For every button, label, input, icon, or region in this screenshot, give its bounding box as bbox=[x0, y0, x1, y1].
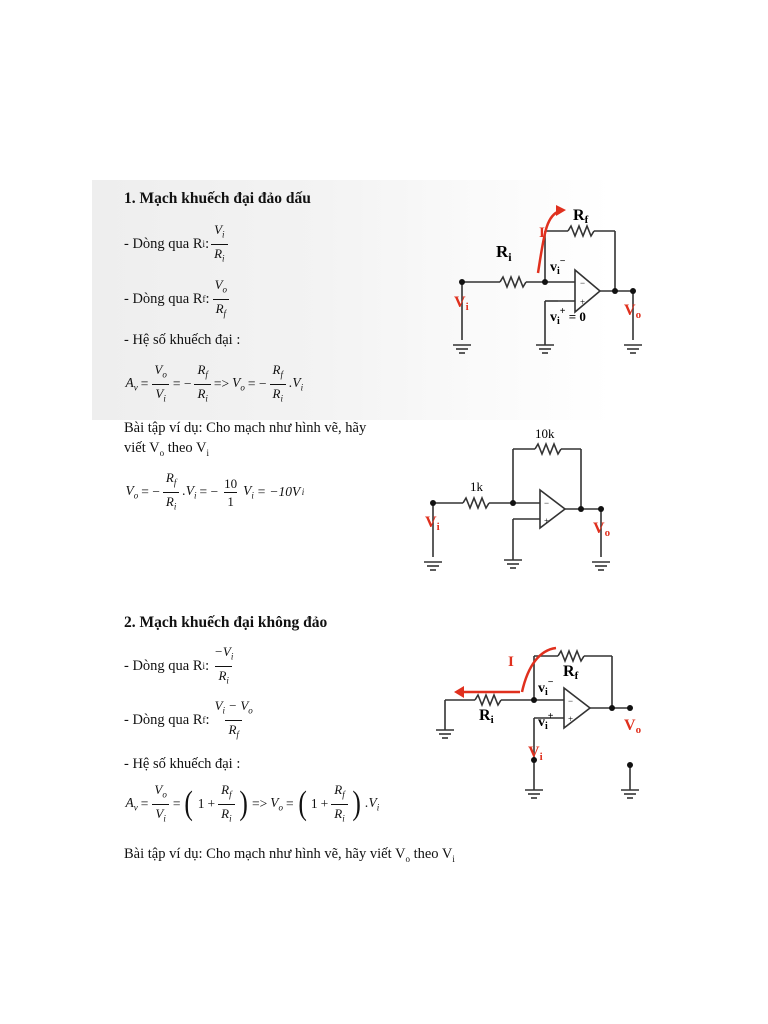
inverting-amplifier-diagram bbox=[440, 195, 660, 360]
svg-text:Vi: Vi bbox=[528, 744, 543, 763]
svg-text:Rf: Rf bbox=[563, 663, 579, 682]
exercise-text-2: Bài tập ví dụ: Cho mạch như hình vẽ, hãy viết $V_o$ theo $V_i$ bbox=[124, 846, 455, 864]
svg-text:vi+: $v_i^+$ bbox=[538, 711, 554, 732]
svg-text:vi+ = 0: $v_i^+ = 0$ bbox=[550, 306, 586, 327]
svg-text:−: − bbox=[568, 696, 574, 706]
example-inverting-diagram bbox=[415, 425, 625, 580]
noninv-current-rf-line: - Dòng qua R f : $\frac{V_i - V_o}{R_f}$ bbox=[124, 698, 258, 742]
svg-text:10k: 10k bbox=[535, 426, 555, 441]
noninv-current-ri-line: - Dòng qua R i : $\frac{-V_i}{R_i}$ bbox=[124, 644, 238, 688]
section-2-heading: 2. Mạch khuếch đại không đảo bbox=[124, 614, 328, 631]
svg-text:Vi: Vi bbox=[425, 514, 440, 533]
exercise-text-1b: viết $V_o$ theo $V_i$ bbox=[124, 440, 210, 458]
svg-text:Vo: Vo bbox=[624, 717, 642, 736]
gain-label: - Hệ số khuếch đại : bbox=[124, 332, 241, 348]
svg-text:vi−: $v_i^-$ bbox=[550, 256, 566, 277]
section-1-heading: 1. Mạch khuếch đại đảo dấu bbox=[124, 190, 311, 207]
current-rf-line: - Dòng qua R f : $\frac{V_o}{R_f}$ bbox=[124, 277, 232, 321]
current-ri-line: - Dòng qua R i : $\frac{V_i}{R_i}$ bbox=[124, 222, 230, 266]
svg-text:Vo: Vo bbox=[624, 302, 642, 321]
svg-text:Ri: Ri bbox=[479, 707, 494, 726]
fraction-vi-over-ri: $\frac{V_i}{R_i}$ bbox=[211, 222, 227, 266]
noninv-gain-label: - Hệ số khuếch đại : bbox=[124, 756, 241, 772]
exercise-text-1a: Bài tập ví dụ: Cho mạch như hình vẽ, hãy bbox=[124, 420, 367, 436]
svg-text:+: + bbox=[568, 714, 574, 724]
svg-text:Vi: Vi bbox=[454, 294, 469, 313]
fraction-vo-over-rf: $\frac{V_o}{R_f}$ bbox=[212, 277, 230, 321]
svg-text:I: I bbox=[539, 225, 545, 241]
gain-formula-noninverting: $A_v$ = $\frac{V_o}{V_i}$ = ( 1 + $\frac{R_f}{R_i}$ ) => $V_o$ = ( 1 + $\frac{R_f}{R_i}$ ) $.V_i$ bbox=[124, 782, 381, 826]
svg-text:Ri: $R_i$ bbox=[496, 242, 512, 264]
svg-text:−: − bbox=[580, 278, 586, 288]
gain-formula-inverting: $A_v$ = $\frac{V_o}{V_i}$ = − $\frac{R_f}{R_i}$ => $V_o$ = − $\frac{R_f}{R_i}$ $.V_i$ bbox=[124, 362, 305, 406]
svg-text:I: I bbox=[508, 654, 514, 670]
svg-text:+: + bbox=[544, 516, 550, 526]
svg-text:Rf: Rf bbox=[573, 207, 589, 226]
svg-text:Vo: Vo bbox=[593, 520, 611, 539]
noninverting-amplifier-diagram bbox=[430, 640, 655, 805]
exercise-solution-1: $V_o$ = − $\frac{R_f}{R_i}$ $.V_i$ = − $\frac{10}{1}$ $V_i$ = −10V i bbox=[124, 470, 304, 514]
svg-text:vi−: $v_i^-$ bbox=[538, 677, 554, 698]
svg-text:+: + bbox=[580, 297, 586, 307]
svg-text:1k: 1k bbox=[470, 479, 483, 494]
svg-text:−: − bbox=[544, 498, 550, 508]
